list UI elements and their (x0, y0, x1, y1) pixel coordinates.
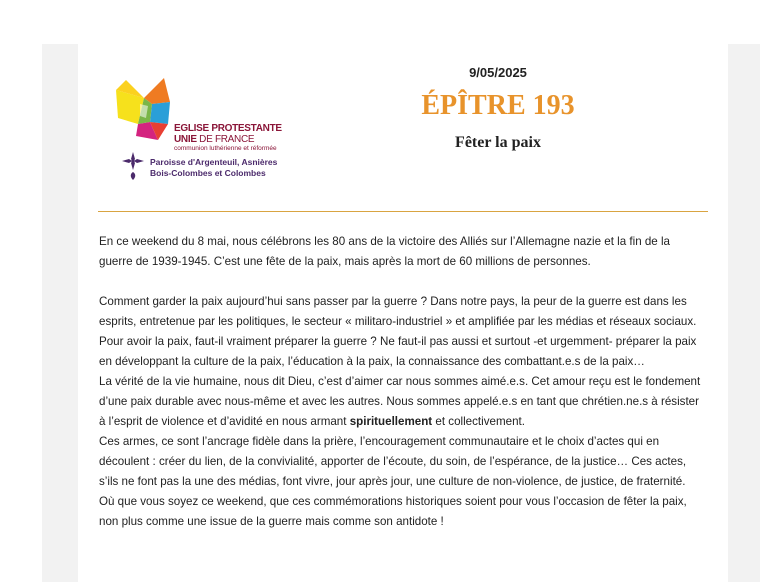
header-divider (98, 211, 708, 212)
newsletter-page (78, 44, 728, 582)
paragraph-1: En ce weekend du 8 mai, nous célébrons les 80 ans de la victoire des Alliés sur l’Allemagne nazie et la fin de la guerre de 1939-1945. C’est une fête de la paix, mais après la mort de 60 millions de personnes. (99, 235, 670, 268)
logo-mosaic-icon (114, 74, 174, 149)
issue-date: 9/05/2025 (469, 65, 527, 80)
page-subtitle: Fêter la paix (455, 134, 541, 151)
paragraph-6: Où que vous soyez ce weekend, que ces commémorations historiques soient pour vous l’occasion de fêter la paix, non plus comme une issue de la guerre mais comme son antidote ! (99, 495, 687, 528)
article-body (99, 232, 705, 532)
right-gutter (728, 44, 760, 582)
logo-org-line1: EGLISE PROTESTANTE (174, 123, 282, 134)
logo-parish-line1: Paroisse d'Argenteuil, Asnières (150, 157, 278, 167)
huguenot-cross-icon (120, 150, 146, 184)
page-title: ÉPÎTRE 193 (421, 90, 575, 121)
paragraph-2: Comment garder la paix aujourd’hui sans passer par la guerre ? Dans notre pays, la peur de la guerre est dans les esprits, entretenue par les politiques, le secteur « militaro-industriel » et amplifiée par les médias et réseaux sociaux. (99, 295, 697, 328)
left-gutter (42, 44, 78, 582)
paragraph-5: Ces armes, ce sont l’ancrage fidèle dans la prière, l’encouragement communautaire et le choix d’actes qui en découlent : créer du lien, de la convivialité, apporter de l’écoute, du soin, de l’espérance, de la justice… Ces actes, s’ils ne font pas la une des médias, font vivre, jour après jour, une culture de non-violence, de justice, de fraternité. (99, 435, 687, 488)
logo-org-line2: UNIE DE FRANCE (174, 134, 255, 145)
paragraph-4: La vérité de la vie humaine, nous dit Dieu, c’est d’aimer car nous sommes aimé.e.s. Cet amour reçu est le fondement d’une paix durable avec nous-même et avec les autres. Nous sommes appelé.e.s en tant que chrétien.ne.s à résister à l’esprit de violence et d’avidité en nous armant spirituellement et collectivement. (99, 375, 701, 428)
paragraph-3: Pour avoir la paix, faut-il vraiment préparer la guerre ? Ne faut-il pas aussi et surtout -et urgemment- préparer la paix en développant la culture de la paix, l’éducation à la paix, la connaissance des combattant.e.s de la paix… (99, 335, 697, 368)
logo-parish-line2: Bois-Colombes et Colombes (150, 168, 266, 178)
emphasis-spirituellement: spirituellement (349, 415, 433, 428)
logo-tagline: communion luthérienne et réformée (174, 145, 277, 152)
church-logo (114, 74, 282, 184)
